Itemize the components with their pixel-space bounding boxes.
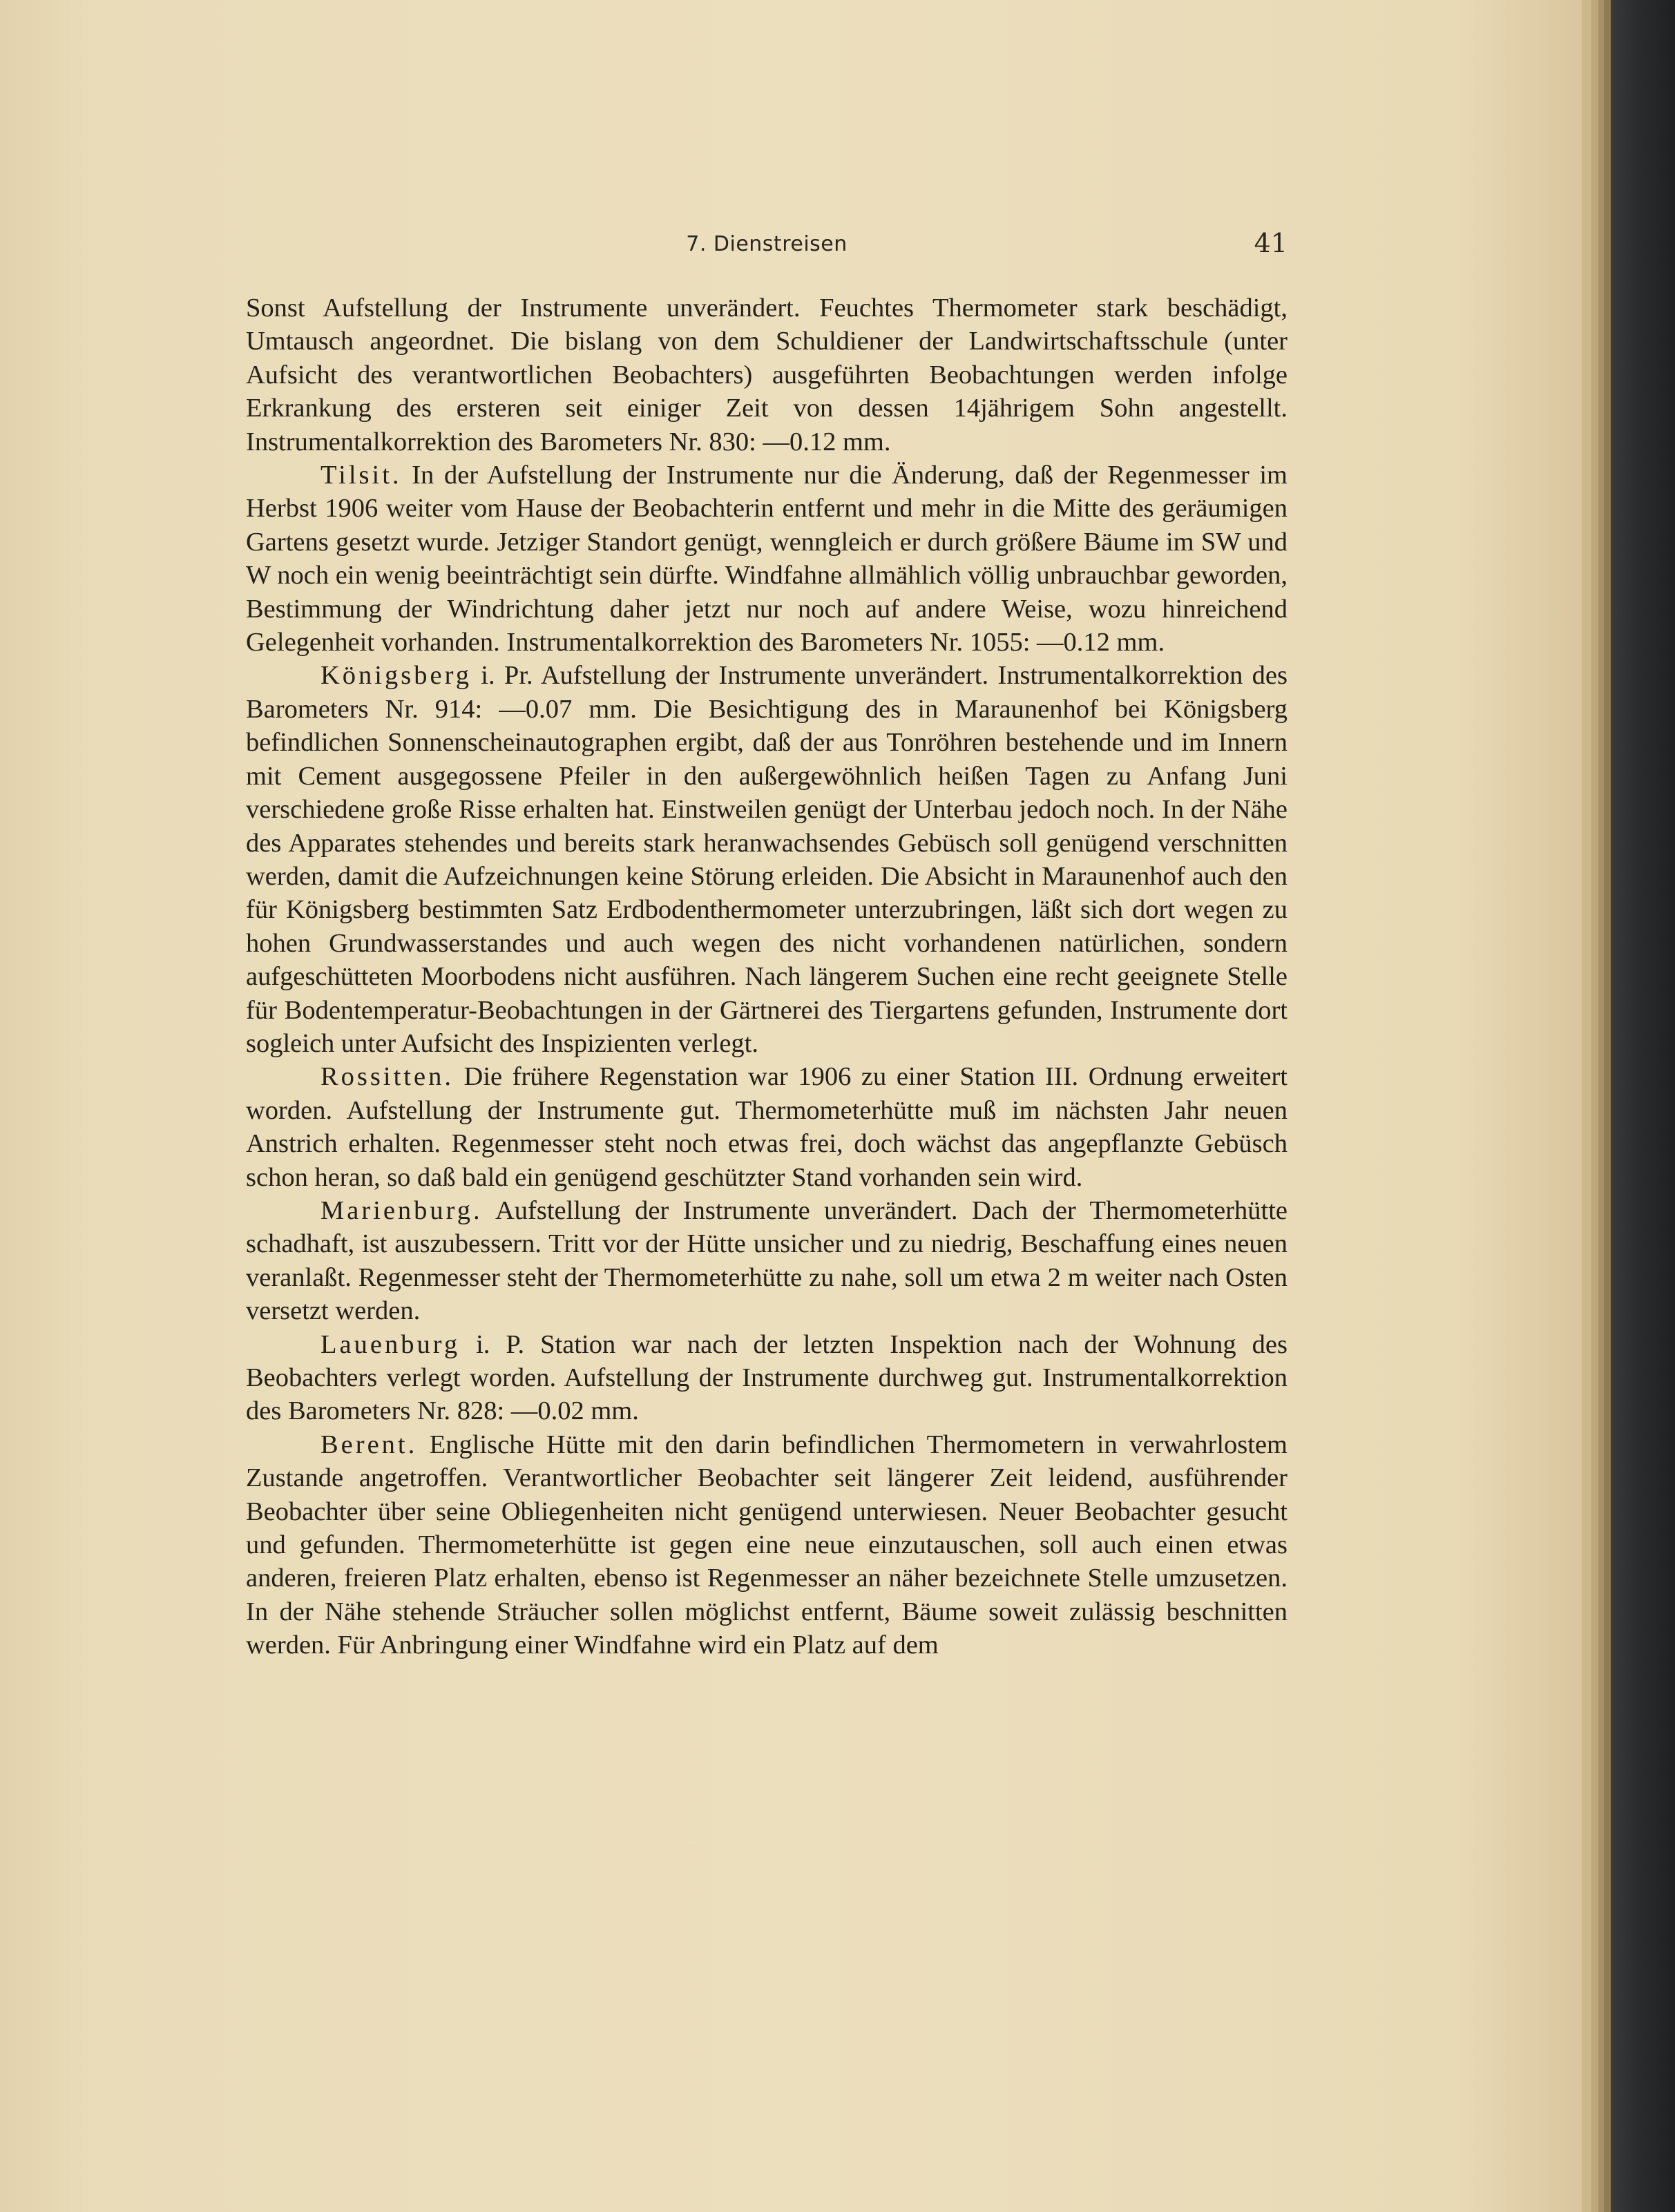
book-cover-edge xyxy=(1611,0,1675,2212)
station-name-tilsit: Tilsit. xyxy=(320,461,402,490)
paragraph-tilsit xyxy=(246,459,1288,659)
paragraph-lauenburg xyxy=(246,1328,1288,1428)
page-edge-stack xyxy=(1582,0,1591,2212)
paragraph-text: Englische Hütte mit den darin befindlichen Thermometern in verwahrlostem Zustande angetroffen. Verantwortlicher Beobachter seit längerer Zeit leidend, ausführender Beobachter über seine Obliegenheiten nicht genügend unterwiesen. Neuer Beobachter gesucht und gefunden. Thermometerhütte ist gegen eine neue einzutauschen, soll auch einen etwas anderen, freieren Platz erhalten, ebenso ist Regenmesser an näher bezeichnete Stelle umzusetzen. In der Nähe stehende Sträucher sollen möglichst entfernt, Bäume soweit zulässig beschnitten werden. Für Anbringung einer Windfahne wird ein Platz auf dem xyxy=(246,1430,1288,1660)
page-edge-stack xyxy=(1604,0,1611,2212)
station-name-lauenburg: Lauenburg xyxy=(320,1329,461,1359)
station-name-rossitten: Rossitten. xyxy=(320,1062,454,1092)
page-edge-stack xyxy=(1591,0,1598,2212)
paragraph-marienburg xyxy=(246,1194,1288,1328)
paragraph-text: Sonst Aufstellung der Instrumente unverändert. Feuchtes Thermometer stark beschädigt, Umtausch angeordnet. Die bislang von dem Schuldiener der Landwirtschaftsschule (unter Aufsicht des verantwortlichen Beobachters) ausgeführten Beobachtungen werden infolge Erkrankung des ersteren seit einiger Zeit von dessen 14jährigem Sohn angestellt. Instrumentalkorrektion des Barometers Nr. 830: —0.12 mm. xyxy=(246,294,1288,456)
paragraph-text: In der Aufstellung der Instrumente nur die Änderung, daß der Regenmesser im Herbst 1906 weiter vom Hause der Beobachterin entfernt und mehr in die Mitte des geräumigen Gartens gesetzt wurde. Jetziger Standort genügt, wenngleich er durch größere Bäume im SW und W noch ein wenig beeinträchtigt sein dürfte. Windfahne allmählich völlig unbrauchbar geworden, Bestimmung der Windrichtung daher jetzt nur noch auf andere Weise, wozu hinreichend Gelegenheit vorhanden. Instrumentalkorrektion des Barometers Nr. 1055: —0.12 mm. xyxy=(246,461,1288,657)
paragraph-text: i. Pr. Aufstellung der Instrumente unverändert. Instrumentalkorrektion des Barometers Nr. 914: —0.07 mm. Die Besichtigung des in Maraunenhof bei Königsberg befindlichen Sonnenscheinautographen ergibt, daß der aus Tonröhren bestehende und im Innern mit Cement ausgegossene Pfeiler in den außergewöhnlich heißen Tagen zu Anfang Juni verschiedene große Risse erhalten hat. Einstweilen genügt der Unterbau jedoch noch. In der Nähe des Apparates stehendes und bereits stark heranwachsendes Gebüsch soll genügend verschnitten werden, damit die Aufzeichnungen keine Störung erleiden. Die Absicht in Maraunenhof auch den für Königsberg bestimmten Satz Erdbodenthermometer unterzubringen, läßt sich dort wegen zu hohen Grundwasserstandes und auch wegen des nicht vorhandenen natürlichen, sondern aufgeschütteten Moorbodens nicht ausführen. Nach längerem Suchen eine recht geeignete Stelle für Bodentemperatur-Beobachtungen in der Gärtnerei des Tiergartens gefunden, Instrumente dort sogleich unter Aufsicht des Inspizienten verlegt. xyxy=(246,661,1288,1058)
paragraph-koenigsberg xyxy=(246,659,1288,1060)
page-edge-stack xyxy=(1598,0,1604,2212)
paragraph-text: i. P. Station war nach der letzten Inspektion nach der Wohnung des Beobachters verlegt worden. Aufstellung der Instrumente durchweg gut. Instrumentalkorrektion des Barometers Nr. 828: —0.02 mm. xyxy=(246,1329,1288,1426)
page-number: 41 xyxy=(1254,228,1288,258)
paragraph-rossitten xyxy=(246,1060,1288,1194)
paragraph-continued xyxy=(246,291,1288,459)
station-name-berent: Berent. xyxy=(320,1430,418,1459)
paragraph-text: Die frühere Regenstation war 1906 zu einer Station III. Ordnung erweitert worden. Aufstellung der Instrumente gut. Thermometerhütte muß im nächsten Jahr neuen Anstrich erhalten. Regenmesser steht noch etwas frei, doch wächst das angepflanzte Gebüsch schon heran, so daß bald ein genügend geschützter Stand vorhanden sein wird. xyxy=(246,1062,1288,1192)
paragraph-text: Aufstellung der Instrumente unverändert. Dach der Thermometerhütte schadhaft, ist auszubessern. Tritt vor der Hütte unsicher und zu niedrig, Beschaffung eines neuen veranlaßt. Regenmesser steht der Thermometerhütte zu nahe, soll um etwa 2 m weiter nach Osten versetzt werden. xyxy=(246,1195,1288,1326)
page-header xyxy=(246,228,1288,267)
station-name-marienburg: Marienburg. xyxy=(320,1195,483,1225)
station-name-koenigsberg: Königsberg xyxy=(320,661,472,691)
page-body-text xyxy=(246,291,1288,1662)
paragraph-berent xyxy=(246,1428,1288,1662)
running-title: 7. Dienstreisen xyxy=(686,232,848,256)
